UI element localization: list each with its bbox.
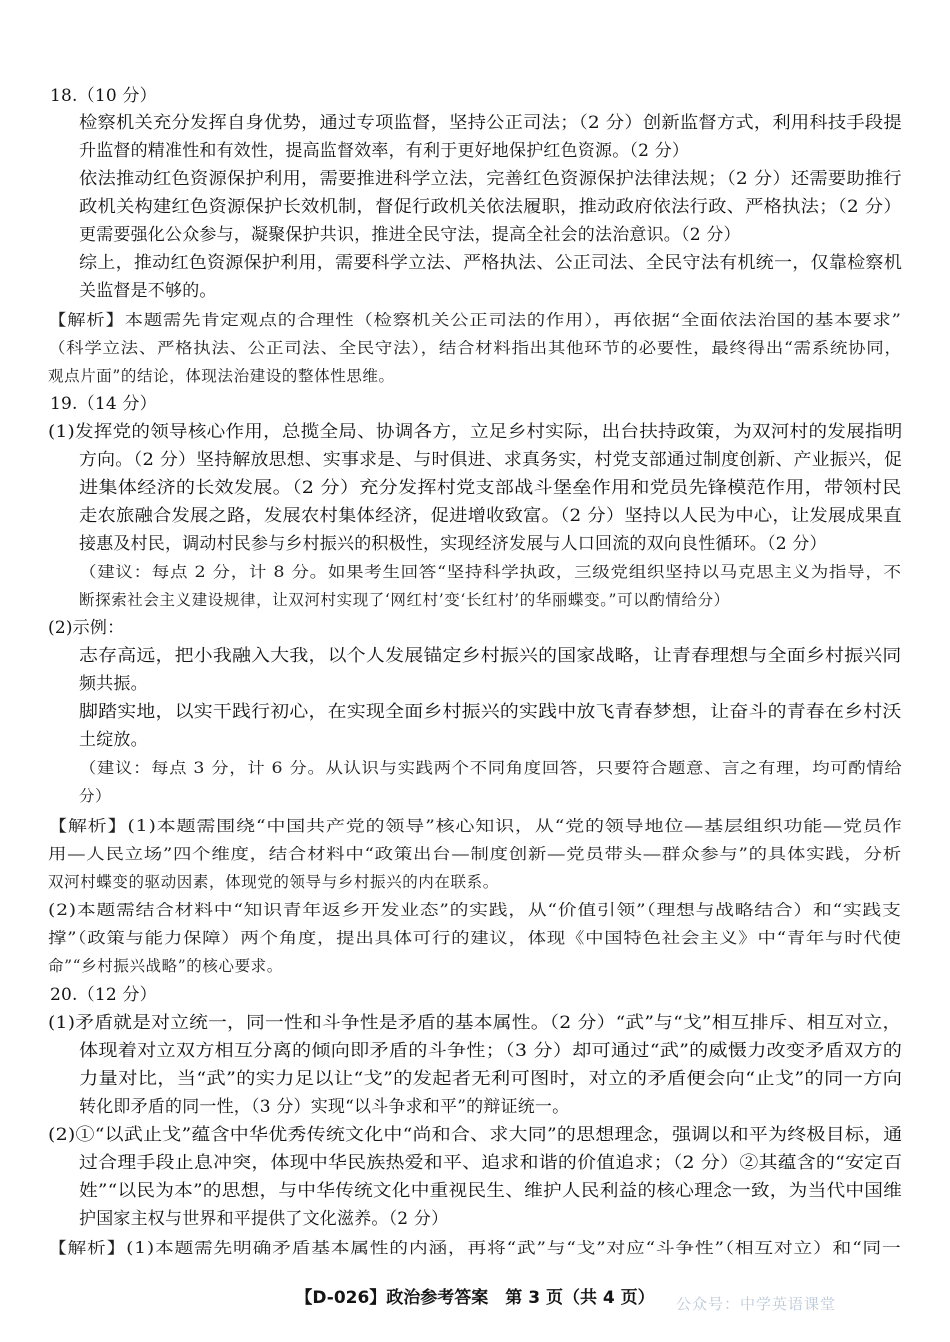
analysis-line: （建议：每点 3 分，计 6 分。从认识与实践两个不同角度回答，只要符合题意、言之有理，均可酌情给	[79, 759, 903, 777]
answer-line: 检察机关充分发挥自身优势，通过专项监督，坚持公正司法；（2 分）创新监督方式，利用科技手段提	[79, 113, 902, 133]
answer-line: 关监督是不够的。	[79, 281, 217, 301]
answer-line: 频共振。	[79, 674, 148, 694]
answer-line: 姓”“以民为本”的思想，与中华传统文化中重视民生、维护人民利益的核心理念一致，为当代中国维	[79, 1181, 903, 1201]
analysis-line: 【解析】本题需先肯定观点的合理性（检察机关公正司法的作用），再依据“全面依法治国的基本要求”	[48, 311, 902, 329]
answer-line: (2)①“以武止戈”蕴含中华优秀传统文化中“尚和合、求大同”的思想理念，强调以和平为终极目标，通	[48, 1125, 903, 1145]
answer-line: 脚踏实地，以实干践行初心，在实现全面乡村振兴的实践中放飞青春梦想，让奋斗的青春在乡村沃	[79, 702, 902, 722]
answer-line: 更需要强化公众参与，凝聚保护共识，推进全民守法，提高全社会的法治意识。（2 分）	[79, 225, 741, 245]
answer-line: 力量对比，当“武”的实力足以让“戈”的发起者无利可图时，对立的矛盾便会向“止戈”的同一方向	[79, 1069, 903, 1089]
analysis-line: 观点片面”的结论，体现法治建设的整体性思维。	[48, 367, 395, 385]
watermark: 公众号：中学英语课堂	[676, 1295, 837, 1313]
analysis-line: （科学立法、严格执法、公正司法、全民守法），结合材料指出其他环节的必要性，最终得出“需系统协同，	[48, 339, 903, 357]
answer-line: 转化即矛盾的同一性，（3 分）实现“以斗争求和平”的辩证统一。	[79, 1097, 570, 1117]
answer-line: 走农旅融合发展之路，发展农村集体经济，促进增收致富。（2 分）坚持以人民为中心，让发展成果直	[79, 506, 902, 526]
analysis-line: （建议：每点 2 分，计 8 分。如果考生回答“坚持科学执政，三级党组织坚持以马克思主义为指导，不	[79, 563, 902, 581]
analysis-line: 【解析】(1)本题需先明确矛盾基本属性的内涵，再将“武”与“戈”对应“斗争性”（相互对立）和“同一	[48, 1239, 902, 1257]
analysis-line: (2)本题需结合材料中“知识青年返乡开发业态”的实践，从“价值引领”（理想与战略结合）和“实践支	[48, 901, 902, 919]
answer-line: 体现着对立双方相互分离的倾向即矛盾的斗争性；（3 分）却可通过“武”的威慑力改变矛盾双方的	[79, 1041, 903, 1061]
answer-line: (1)矛盾就是对立统一，同一性和斗争性是矛盾的基本属性。（2 分）“武”与“戈”相互排斥、相互对立，	[48, 1013, 902, 1033]
analysis-line: 分）	[79, 787, 112, 805]
answer-line: 政机关构建红色资源保护长效机制，督促行政机关依法履职，推动政府依法行政、严格执法；（2 分）	[79, 197, 902, 217]
answer-line: 过合理手段止息冲突，体现中华民族热爱和平、追求和谐的价值追求；（2 分）②其蕴含的“安定百	[79, 1153, 903, 1173]
analysis-line: 命”“乡村振兴战略”的核心要求。	[48, 957, 283, 975]
answer-line: 方向。（2 分）坚持解放思想、实事求是、与时俱进、求真务实，村党支部通过制度创新、产业振兴，促	[79, 450, 903, 470]
analysis-line: 断探索社会主义建设规律，让双河村实现了‘网红村’变‘长红村’的华丽蝶变。”可以酌情给分）	[79, 591, 730, 609]
answer-line: 综上，推动红色资源保护利用，需要科学立法、严格执法、公正司法、全民守法有机统一，仅靠检察机	[79, 253, 902, 273]
analysis-line: 用—人民立场”四个维度，结合材料中“政策出台—制度创新—党员带头—群众参与”的具体实践，分析	[48, 845, 902, 863]
answer-line: 升监督的精准性和有效性，提高监督效率，有利于更好地保护红色资源。（2 分）	[79, 141, 690, 161]
page-footer: 【D-026】政治参考答案 第 3 页（共 4 页）	[295, 1288, 655, 1308]
answer-line: (2)示例：	[48, 618, 125, 638]
answer-line: 接惠及村民，调动村民参与乡村振兴的积极性，实现经济发展与人口回流的双向良性循环。（2 分）	[79, 534, 827, 554]
answer-line: 依法推动红色资源保护利用，需要推进科学立法，完善红色资源保护法律法规；（2 分）还需要助推行	[79, 169, 902, 189]
answer-line: (1)发挥党的领导核心作用，总揽全局、协调各方，立足乡村实际，出台扶持政策，为双河村的发展指明	[48, 422, 903, 442]
analysis-line: 撑”（政策与能力保障）两个角度，提出具体可行的建议，体现《中国特色社会主义》中“青年与时代使	[48, 929, 902, 947]
analysis-line: 【解析】(1)本题需围绕“中国共产党的领导”核心知识，从“党的领导地位—基层组织功能—党员作	[48, 817, 903, 835]
answer-line: 土绽放。	[79, 730, 148, 750]
answer-line: 志存高远，把小我融入大我，以个人发展锚定乡村振兴的国家战略，让青春理想与全面乡村振兴同	[79, 646, 902, 666]
answer-line: 18.（10 分）	[50, 86, 157, 106]
answer-line: 19.（14 分）	[50, 394, 157, 414]
answer-line: 20.（12 分）	[50, 985, 157, 1005]
answer-line: 护国家主权与世界和平提供了文化滋养。（2 分）	[79, 1209, 449, 1229]
answer-line: 进集体经济的长效发展。（2 分）充分发挥村党支部战斗堡垒作用和党员先锋模范作用，带领村民	[79, 478, 902, 498]
analysis-line: 双河村蝶变的驱动因素，体现党的领导与乡村振兴的内在联系。	[48, 873, 499, 891]
